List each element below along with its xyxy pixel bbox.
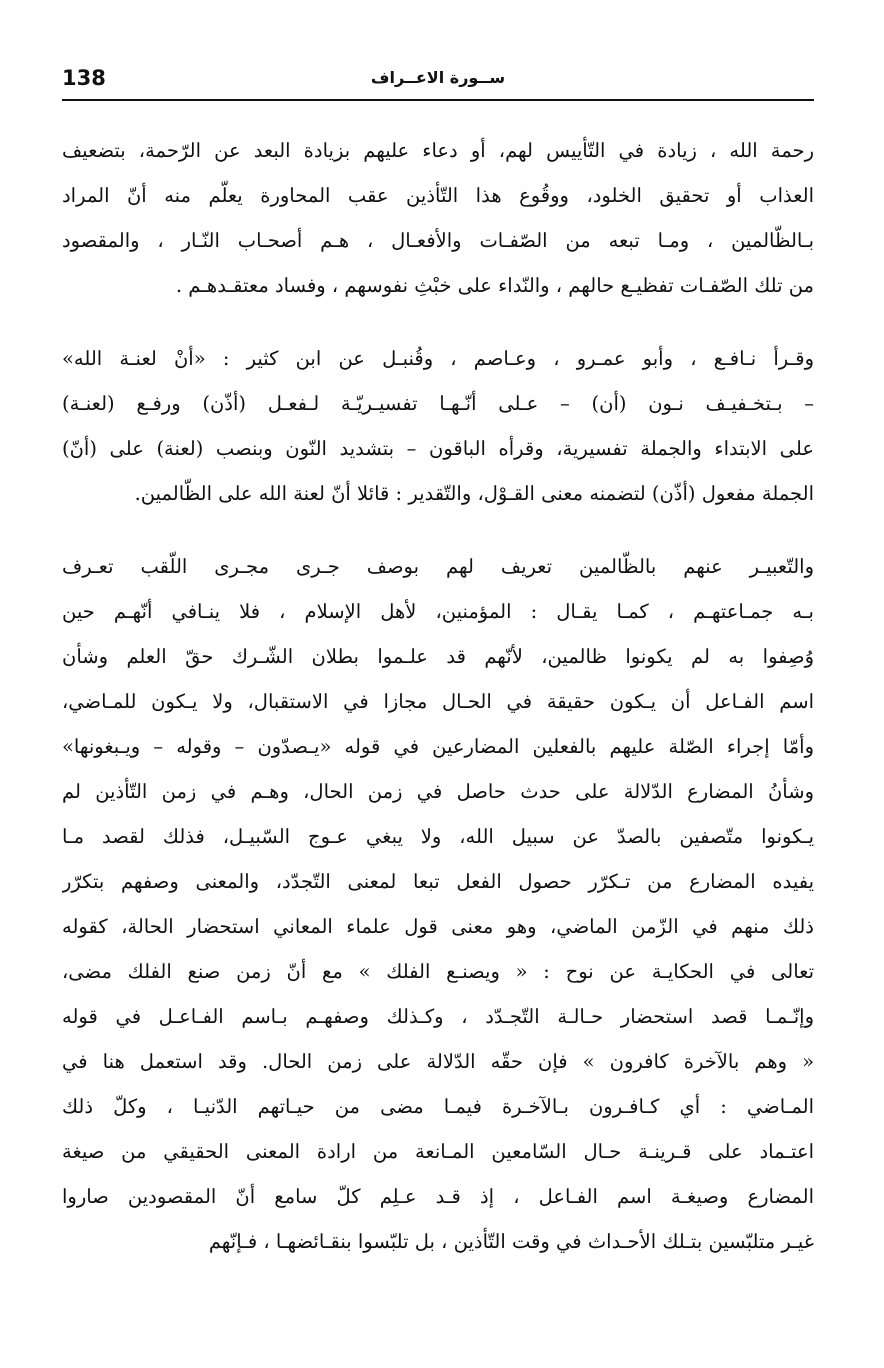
surah-title: ســورة الاعــراف [370,68,506,87]
text-line: وُصِفوا به لم يكونوا ظالمين، لأنّهم قد علـموا بطلان الشّـرك حقّ العلم وشأن [62,645,814,668]
text-line: – بـتخـفيـف نـون (أن) – عـلى أنّـهـا تفسيـريّـة لـفعـل (أذّن) ورفـع (لعنـة) [62,392,814,415]
paragraph [62,128,814,308]
text-line: وإنّـمـا قصد استحضار حـالـة التّجـدّد ، وكـذلك وصفهـم بـاسم الفـاعـل في قوله [62,1005,814,1028]
text-line: وأمّا إجراء الصّلة عليهم بالفعلين المضارعين في قوله «يـصدّون – وقوله – ويـبغونها» [62,735,814,758]
paragraph [62,544,814,1264]
text-line: وشأنُ المضارع الدّلالة على حدث حاصل في زمن الحال، وهـم في زمن التّأذين لم [62,780,814,803]
text-line: بـه جمـاعتهـم ، كمـا يقـال : المؤمنين، لأهل الإسلام ، فلا ينـافي أنّهـم حين [62,600,814,623]
text-line: تعالى في الحكايـة عن نوح : « ويصنـع الفلك » مع أنّ زمن صنع الفلك مضى، [62,960,814,983]
text-line: اعتـماد على قـرينـة حـال السّامعين المـانعة من ارادة المعنى الحقيقي من صيغة [62,1140,814,1163]
paragraph [62,336,814,516]
text-line: المضارع وصيغـة اسم الفـاعل ، إذ قـد عـلِم كلّ سامع أنّ المقصودين صاروا [62,1185,814,1208]
page-number: 138 [62,66,106,90]
text-line: رحمة الله ، زيادة في التّأييس لهم، أو دعاء عليهم بزيادة البعد عن الرّحمة، بتضعيف [62,139,814,162]
text-line: من تلك الصّفـات تفظيـع حالهم ، والنّداء على خبْثِ نفوسهم ، وفساد معتقـدهـم . [175,274,814,297]
text-line: العذاب أو تحقيق الخلود، ووقُوع هذا التّأذين عقب المحاورة يعلّم منه أنّ المراد [62,184,814,207]
header-rule [62,99,814,101]
page-body [62,128,814,1264]
text-line: يـكونوا متّصفين بالصدّ عن سبيل الله، ولا يبغي عـوج السّبيـل، فذلك لقصد مـا [62,825,814,848]
text-line: وقـرأ نـافـع ، وأبو عمـرو ، وعـاصم ، وقُنبـل عن ابن كثير : «أنْ لعنـة الله» [62,347,814,370]
text-line: غيـر متلبّسين بتـلك الأحـداث في وقت التّأذين ، بل تلبّسوا بنقـائضهـا ، فـإنّهم [208,1230,814,1253]
text-line: على الابتداء والجملة تفسيرية، وقرأه الباقون – بتشديد النّون وبنصب (لعنة) على (أنّ) [62,437,814,460]
text-line: بـالظّالمين ، ومـا تبعه من الصّفـات والأفعـال ، هـم أصحـاب النّـار ، والمقصود [62,229,814,252]
text-line: « وهم بالآخرة كافرون » فإن حقّه الدّلالة على زمن الحال. وقد استعمل هنا في [62,1050,814,1073]
text-line: المـاضي : أي كـافـرون بـالآخـرة فيمـا مضى من حيـاتهم الدّنيـا ، وكلّ ذلك [62,1095,814,1118]
text-line: اسم الفـاعل أن يـكون حقيقة في الحـال مجازا في الاستقبال، ولا يـكون للمـاضي، [62,690,814,713]
text-line: ذلك منهم في الزّمن الماضي، وهو معنى قول علماء المعاني استحضار الحالة، كقوله [62,915,814,938]
text-line: الجملة مفعول (أذّن) لتضمنه معنى القـوْل، والتّقدير : قائلا أنّ لعنة الله على الظّالمين. [134,482,814,505]
page-header [62,66,814,102]
text-line: يفيده المضارع من تـكرّر حصول الفعل تبعا لمعنى التّجدّد، والمعنى وصفهم بتكرّر [62,870,814,893]
text-line: والتّعبيـر عنهم بالظّالمين تعريف لهم بوصف جـرى مجـرى اللّقب تعـرف [62,555,814,578]
